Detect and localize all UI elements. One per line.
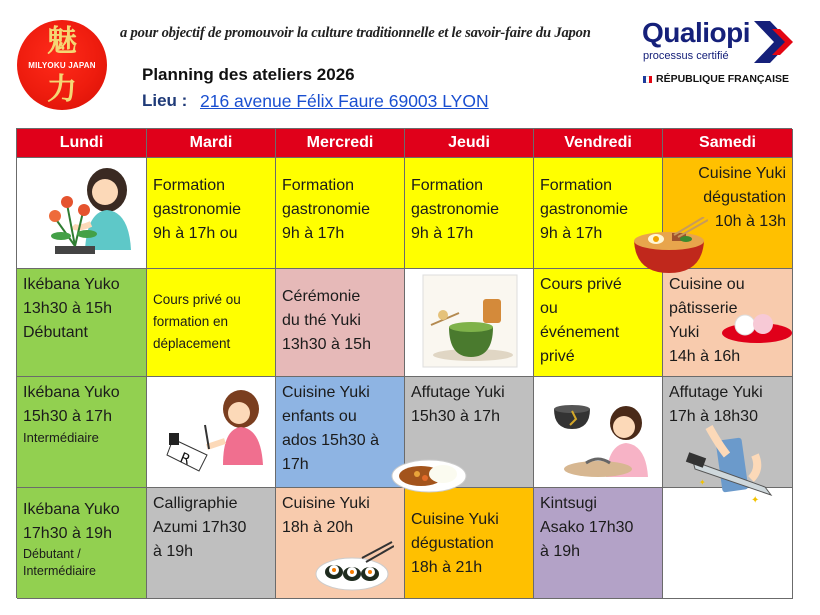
slot-text: Cuisine Yuki 18h à 20h <box>282 495 370 536</box>
slot-lundi-1 <box>17 158 147 269</box>
slot-level: Intermédiaire <box>23 430 99 445</box>
slot-jeudi-4 <box>405 488 534 599</box>
slot-text: Calligraphie Azumi 17h30 à 19h <box>153 495 247 560</box>
ramen-bowl-icon <box>630 217 708 275</box>
day-header-lundi: Lundi <box>17 129 147 158</box>
slot-mercredi-1 <box>276 158 405 269</box>
slot-vendredi-3 <box>534 377 663 488</box>
logo-kanji-bottom: 力 <box>47 72 77 107</box>
logo-kanji-top: 魅 <box>47 24 77 59</box>
svg-text:R: R <box>177 449 193 469</box>
day-header-vendredi: Vendredi <box>534 129 663 158</box>
slot-mardi-4 <box>147 488 276 599</box>
slot-text: Cuisine Yuki enfants ou ados 15h30 à 17h <box>282 384 379 473</box>
republique-francaise-label: RÉPUBLIQUE FRANÇAISE <box>656 73 790 85</box>
slot-lundi-4 <box>17 488 147 599</box>
calligraphy-girl-icon <box>165 385 273 475</box>
slot-lundi-2 <box>17 269 147 377</box>
slot-text: Affutage Yuki 17h à 18h30 <box>669 384 763 425</box>
curry-plate-icon <box>391 454 467 494</box>
day-header-mardi: Mardi <box>147 129 276 158</box>
svg-text:✦: ✦ <box>699 478 706 487</box>
day-header-samedi: Samedi <box>663 129 793 158</box>
slot-text: Kintsugi Asako 17h30 à 19h <box>540 495 634 560</box>
slot-jeudi-1 <box>405 158 534 269</box>
address-link[interactable]: 216 avenue Félix Faure 69003 LYON <box>200 91 489 111</box>
slot-text: Ikébana Yuko 15h30 à 17h <box>23 384 120 425</box>
slot-samedi-2 <box>663 269 793 377</box>
slot-text: Formation gastronomie 9h à 17h ou <box>153 177 242 242</box>
slot-text: Formation gastronomie 9h à 17h <box>282 177 371 242</box>
slot-text: Affutage Yuki 15h30 à 17h <box>411 384 505 425</box>
slot-text: Cours privé ou événement privé <box>540 276 622 365</box>
slot-mercredi-4 <box>276 488 405 599</box>
ikebana-woman-icon <box>47 160 137 264</box>
qualiopi-wordmark: Qualiopi <box>642 17 750 48</box>
day-header-jeudi: Jeudi <box>405 129 534 158</box>
page-title: Planning des ateliers 2026 <box>142 65 355 84</box>
slot-mercredi-2 <box>276 269 405 377</box>
slot-text: Cuisine ou pâtisserie Yuki 14h à 16h <box>669 276 745 365</box>
location-label: Lieu : <box>142 91 188 110</box>
mochi-plate-icon <box>721 311 793 345</box>
knife-sharpening-icon <box>685 425 777 507</box>
french-flag-icon <box>643 76 652 83</box>
slot-level: Débutant / Intermédiaire <box>23 547 96 578</box>
slot-mardi-3 <box>147 377 276 488</box>
kintsugi-girl-icon <box>546 395 658 479</box>
slot-vendredi-2 <box>534 269 663 377</box>
milyoku-japan-logo <box>17 20 107 110</box>
qualiopi-subtitle: processus certifié <box>643 50 729 62</box>
slot-text: Cuisine Yuki dégustation 18h à 21h <box>411 511 499 576</box>
slot-mardi-2 <box>147 269 276 377</box>
slot-mardi-1 <box>147 158 276 269</box>
svg-text:✦: ✦ <box>751 495 760 506</box>
tagline: a pour objectif de promouvoir la culture traditionnelle et le savoir-faire du Japon <box>120 25 591 41</box>
slot-lundi-3 <box>17 377 147 488</box>
slot-text: Cuisine Yuki dégustation 10h à 13h <box>698 165 786 230</box>
slot-vendredi-4 <box>534 488 663 599</box>
slot-text: Formation gastronomie 9h à 17h <box>411 177 500 242</box>
logo-brand-text: MILYOKU JAPAN <box>28 61 96 70</box>
slot-mercredi-3 <box>276 377 405 488</box>
slot-text: Ikébana Yuko 17h30 à 19h <box>23 501 120 542</box>
day-header-mercredi: Mercredi <box>276 129 405 158</box>
slot-text: Cérémonie du thé Yuki 13h30 à 15h <box>282 288 371 353</box>
slot-jeudi-2 <box>405 269 534 377</box>
schedule-table <box>16 128 792 598</box>
slot-text: Formation gastronomie 9h à 17h <box>540 177 629 242</box>
slot-text: Ikébana Yuko 13h30 à 15h Débutant <box>23 276 120 341</box>
qualiopi-chevron-icon <box>754 21 800 63</box>
matcha-tea-set-icon <box>419 273 521 371</box>
slot-text: Cours privé ou formation en déplacement <box>153 292 241 351</box>
sushi-plate-icon <box>314 540 394 594</box>
